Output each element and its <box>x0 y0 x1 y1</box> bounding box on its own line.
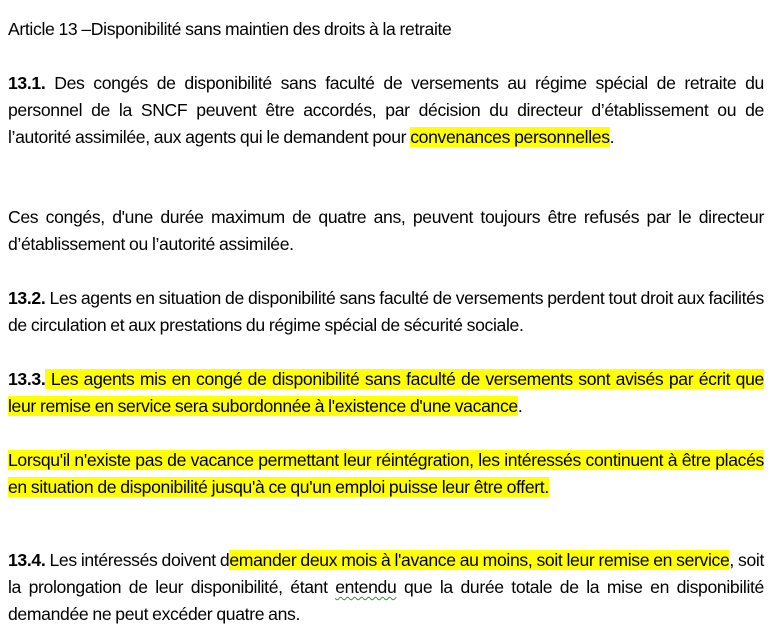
article-title: Article 13 –Disponibilité sans maintien des droits à la retraite <box>8 19 452 39</box>
paragraph-13-3-second <box>8 447 764 501</box>
highlight-convenances: convenances personnelles <box>410 127 610 147</box>
section-number-13-4: 13.4. <box>8 550 46 570</box>
paragraph-13-4 <box>8 547 764 628</box>
paragraph-13-2-text: Les agents en situation de disponibilité sans faculté de versements perdent tout droit aux facilités de circulation et aux prestations du régime spécial de sécurité sociale. <box>8 288 764 335</box>
highlight-13-3: Les agents mis en congé de disponibilité sans faculté de versements sont avisés par écrit que leur remise en service sera subordonnée à l'existence d'une vacance <box>8 369 764 416</box>
section-number-13-3: 13.3. <box>8 369 46 389</box>
paragraph-13-1-end: . <box>609 127 615 147</box>
section-number-13-1: 13.1. <box>8 73 46 93</box>
paragraph-13-1-second: Ces congés, d'une durée maximum de quatre ans, peuvent toujours être refusés par le directeur d’établissement ou l’autorité assimilée. <box>8 207 764 254</box>
paragraph-13-4-text-c: que la durée totale de la mise en disponibilité demandée ne peut excéder quatre ans. <box>8 577 764 624</box>
grammar-squiggle-word: entendu <box>335 577 397 597</box>
paragraph-13-1 <box>8 70 764 151</box>
paragraph-13-4-text-b: , soit la prolongation de leur disponibilité, étant <box>8 550 764 597</box>
paragraph-13-2 <box>8 285 764 339</box>
paragraph-13-3-end: . <box>517 396 523 416</box>
paragraph-13-4-text-a: Les intéressés doivent d <box>45 550 230 570</box>
paragraph-13-3 <box>8 366 764 420</box>
highlight-13-3-second: Lorsqu'il n'existe pas de vacance permettant leur réintégration, les intéressés continuent à être placés en situation de disponibilité jusqu'à ce qu'un emploi puisse leur être offert. <box>8 450 764 497</box>
paragraph-13-1-text: Des congés de disponibilité sans faculté de versements au régime spécial de retraite du personnel de la SNCF peuvent être accordés, par décision du directeur d’établissement ou de l’autorité assimilée, aux agents qui le demandent pour <box>8 73 764 147</box>
section-number-13-2: 13.2. <box>8 288 46 308</box>
highlight-13-4: emander deux mois à l'avance au moins, soit leur remise en service <box>229 550 730 570</box>
